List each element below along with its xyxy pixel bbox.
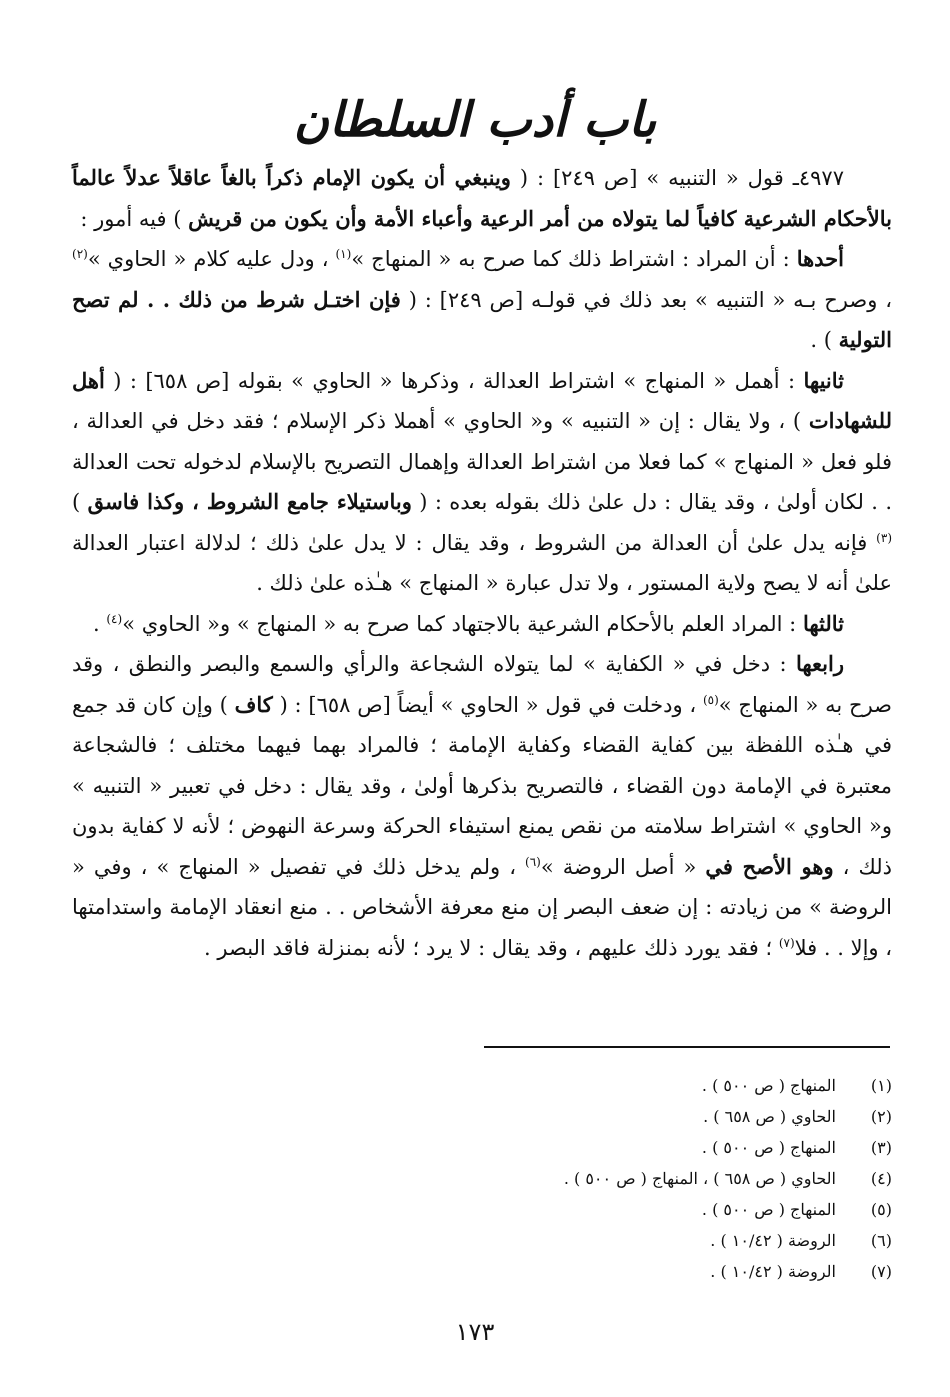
paragraph-5 bbox=[72, 644, 892, 968]
footnote-number: (٦) bbox=[870, 1231, 892, 1250]
p1-tail: ) فيه أمور : bbox=[80, 206, 189, 231]
paragraph-4 bbox=[72, 604, 892, 645]
paragraph-3 bbox=[72, 361, 892, 604]
p4-label: ثالثها bbox=[802, 610, 844, 636]
footnote-item bbox=[472, 1163, 892, 1194]
p5-text-3: ) وإن كان قد جمع في هـٰذه اللفظة بين كفاية القضاء وكفاية الإمامة ؛ فالمراد بهما فيهما مختلف ؛ فالشجاعة معتبرة في الإمامة دون القضاء ، فالتصريح بذكرها أولىٰ ، وقد يقال : دخل في تعبير « التنبيه » و« الحاوي » اشتراط سلامته من نقص يمنع استيفاء الحركة وسرعة النهوض ؛ لأنه لا كفاية بدون ذلك ، bbox=[72, 692, 892, 879]
main-text bbox=[72, 158, 892, 968]
paragraph-2 bbox=[72, 239, 892, 361]
paragraph-1 bbox=[72, 158, 892, 239]
p5-text-5: ، ولم يدخل ذلك في تفصيل « المنهاج » ، وفي « الروضة » من زيادته : إن ضعف البصر إن منع معرفة الأشخاص . . منع انعقاد الإمامة واستدامتها ، وإلا . . فلا bbox=[72, 854, 892, 960]
p1-quote: وينبغي أن يكون الإمام ذكراً بالغاً عاقلاً عدلاً عالماً بالأحكام الشرعية كافياً لما يتولاه من أمر الرعية وأعباء الأمة وأن يكون من قريش bbox=[72, 165, 892, 231]
p4-text-2: . bbox=[93, 611, 107, 636]
footnote-number: (٤) bbox=[870, 1169, 892, 1188]
p5-text-6: ؛ فقد يورد ذلك عليهم ، وقد يقال : لا يرد ؛ لأنه بمنزلة فاقد البصر . bbox=[204, 935, 779, 960]
p3-label: ثانيها bbox=[803, 367, 844, 393]
p5-text-2: ، ودخلت في قول « الحاوي » أيضاً [ص ٦٥٨] : ( bbox=[272, 692, 703, 717]
footnote-item bbox=[472, 1101, 892, 1132]
p1-lead: ٤٩٧٧ـ قول « التنبيه » [ص ٢٤٩] : ( bbox=[510, 166, 844, 190]
p2-text-4: ) . bbox=[810, 328, 839, 352]
footnote-item bbox=[472, 1132, 892, 1163]
footnote-text: المنهاج ( ص ٥٠٠ ) . bbox=[701, 1200, 836, 1219]
page-number: ١٧٣ bbox=[455, 1318, 495, 1346]
footnote-number: (٧) bbox=[870, 1262, 892, 1281]
p5-label: رابعها bbox=[795, 651, 844, 676]
footnote-text: الحاوي ( ص ٦٥٨ ) . bbox=[703, 1107, 836, 1126]
p3-text-2: ) ، ولا يقال : إن « التنبيه » و« الحاوي » أهملا ذكر الإسلام ؛ فقد دخل في العدالة ، فلو فعل « المنهاج » كما فعلا من اشتراط العدالة وإهمال التصريح بالإسلام لدخوله تحت العدالة . . لكان أولىٰ ، وقد يقال : دل علىٰ ذلك بقوله بعده : ( bbox=[72, 409, 893, 514]
p3-quote-2: وباستيلاء جامع الشروط ، وكذا فاسق bbox=[87, 489, 412, 514]
footnote-ref-2[interactable]: (٢) bbox=[72, 247, 88, 261]
footnote-text: المنهاج ( ص ٥٠٠ ) . bbox=[701, 1138, 836, 1157]
footnote-item bbox=[472, 1194, 892, 1225]
footnote-text: الحاوي ( ص ٦٥٨ ) ، المنهاج ( ص ٥٠٠ ) . bbox=[563, 1169, 836, 1188]
p3-quote-1: أهل للشهادات bbox=[72, 367, 892, 433]
footnote-number: (٣) bbox=[870, 1138, 892, 1157]
footnote-number: (٢) bbox=[870, 1107, 892, 1126]
footnote-number: (١) bbox=[870, 1076, 892, 1095]
p2-text-1: : أن المراد : اشتراط ذلك كما صرح به « المنهاج » bbox=[351, 247, 797, 271]
chapter-title: باب أدب السلطان bbox=[293, 92, 657, 148]
footnote-ref-3[interactable]: (٣) bbox=[876, 530, 892, 545]
p5-emphasis: وهو الأصح في bbox=[705, 853, 834, 879]
footnote-text: الروضة ( ١٠/٤٢ ) . bbox=[710, 1262, 836, 1281]
p4-text-1: : المراد العلم بالأحكام الشرعية بالاجتهاد كما صرح به « المنهاج » و« الحاوي » bbox=[122, 611, 803, 636]
p5-text-4: « أصل الروضة » bbox=[540, 854, 706, 879]
footnote-ref-6[interactable]: (٦) bbox=[525, 854, 541, 869]
footnote-ref-1[interactable]: (١) bbox=[335, 247, 352, 261]
footnote-item bbox=[472, 1256, 892, 1287]
p5-quote-1: كاف bbox=[234, 691, 273, 717]
footnotes bbox=[472, 1070, 892, 1287]
p3-text-1: : أهمل « المنهاج » اشتراط العدالة ، وذكرها « الحاوي » بقوله [ص ٦٥٨] : ( bbox=[104, 368, 804, 393]
p5-text-1: : دخل في « الكفاية » لما يتولاه الشجاعة والرأي والسمع والبصر والنطق ، وقد صرح به « المنهاج » bbox=[72, 652, 892, 717]
footnote-ref-7[interactable]: (٧) bbox=[778, 935, 795, 950]
p2-text-3: ، وصرح بـه « التنبيه » بعد ذلك في قولـه [ص ٢٤٩] : ( bbox=[400, 287, 892, 312]
p3-text-4: فإنه يدل علىٰ أن العدالة من الشروط ، وقد يقال : لا يدل علىٰ ذلك ؛ لدلالة اعتبار العدالة علىٰ أنه لا يصح ولاية المستور ، ولا تدل عبارة « المنهاج » هـٰذه علىٰ ذلك . bbox=[72, 530, 892, 595]
footnote-ref-4[interactable]: (٤) bbox=[106, 611, 123, 626]
footnote-item bbox=[472, 1070, 892, 1101]
footnote-number: (٥) bbox=[870, 1200, 892, 1219]
p3-text-3: ) bbox=[72, 490, 88, 514]
footnote-divider bbox=[484, 1046, 890, 1048]
footnote-text: المنهاج ( ص ٥٠٠ ) . bbox=[701, 1076, 836, 1095]
p2-text-2: ، ودل عليه كلام « الحاوي » bbox=[87, 247, 336, 271]
footnote-ref-5[interactable]: (٥) bbox=[702, 692, 719, 707]
p2-quote: فإن اختـل شرط من ذلك . . لم تصح التولية bbox=[72, 286, 892, 352]
footnote-item bbox=[472, 1225, 892, 1256]
p2-label: أحدها bbox=[796, 246, 844, 271]
footnote-text: الروضة ( ١٠/٤٢ ) . bbox=[710, 1231, 836, 1250]
